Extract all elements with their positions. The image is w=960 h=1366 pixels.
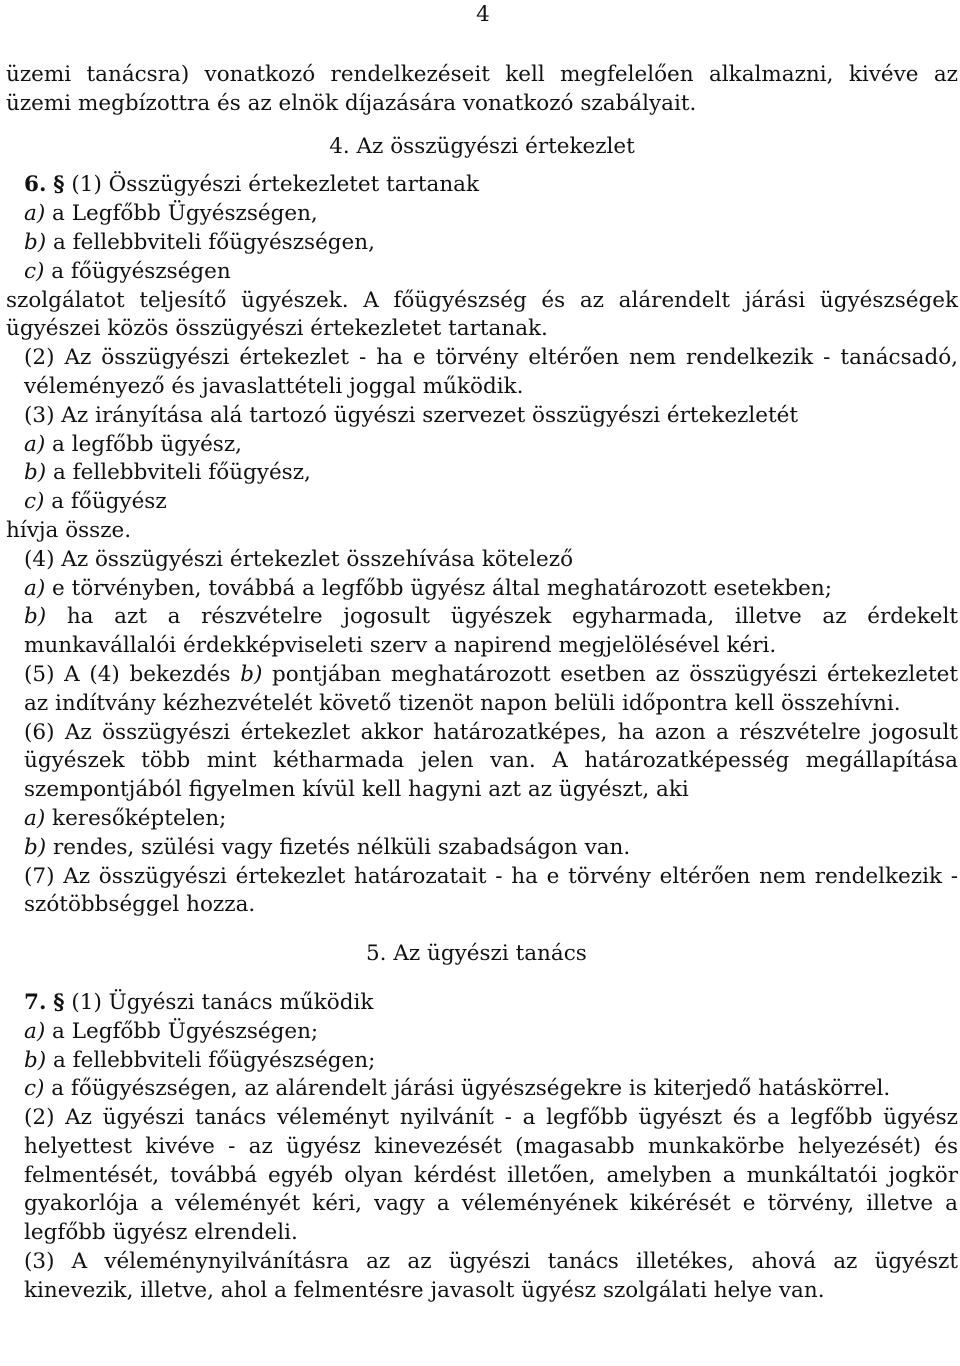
- item-label: c): [24, 1076, 45, 1102]
- intro-paragraph: üzemi tanácsra) vonatkozó rendelkezéseit kell megfelelően alkalmazni, kivéve az üzemi megbízottra és az elnök díjazására vonatkozó szabályait.: [6, 62, 958, 116]
- s7-p2: (2) Az ügyészi tanács véleményt nyilvánít - a legfőbb ügyészt és a legfőbb ügyész helyettest kivéve - az ügyész kinevezését (magasabb munkakörbe helyezését) és felmentését, továbbá egyéb olyan kérdést illetően, amelyben a munkáltatói jogkör gyakorlója a véleményét kéri, vagy a véleményének kikérését e törvény, illetve a legfőbb ügyész elrendeli.: [24, 1105, 958, 1246]
- item-label: a): [24, 805, 46, 831]
- s6-p2: (2) Az összügyészi értekezlet - ha e törvény eltérően nem rendelkezik - tanácsadó, véleményező és javaslattételi joggal működik.: [24, 345, 958, 399]
- item-label: a): [24, 431, 46, 457]
- item-text: a főügyész: [44, 489, 167, 515]
- section-heading-4: 4. Az összügyészi értekezlet: [329, 133, 635, 159]
- item-text: a fellebbviteli főügyész,: [46, 460, 311, 486]
- s7-p1-item-b: [6, 1047, 958, 1076]
- page-number: 4: [476, 2, 490, 27]
- s6-p6: (6) Az összügyészi értekezlet akkor határozatképes, ha azon a részvételre jogosult ügyészek több mint kétharmada jelen van. A határozatképesség megállapítása szempontjából figyelmen kívül kell hagyni azt az ügyészt, aki: [24, 719, 958, 803]
- item-text: ha azt a részvételre jogosult ügyészek egyharmada, illetve az érdekelt munkavállalói érdekképviseleti szerv a napirend megjelölésével kéri.: [24, 604, 958, 659]
- item-label: c): [24, 489, 45, 515]
- s7-p1-item-a: [6, 1018, 958, 1047]
- item-text: rendes, szülési vagy fizetés nélküli szabadságon van.: [46, 834, 631, 860]
- s6-p7: (7) Az összügyészi értekezlet határozatait - ha e törvény eltérően nem rendelkezik - szótöbbséggel hozza.: [24, 863, 958, 918]
- s7-p1-text: (1) Ügyészi tanács működik: [71, 989, 374, 1015]
- item-text: e törvényben, továbbá a legfőbb ügyész által meghatározott esetekben;: [45, 575, 832, 601]
- s6-p3: (3) Az irányítása alá tartozó ügyészi szervezet összügyészi értekezletét: [24, 402, 798, 428]
- s7-p3: (3) A véleménynyilvánításra az az ügyészi tanács illetékes, ahová az ügyészt kinevezik, illetve, ahol a felmentésre javasolt ügyész szolgálati helye van.: [24, 1249, 958, 1303]
- s6-p1-end: szolgálatot teljesítő ügyészek. A főügyészség és az alárendelt járási ügyészségek ügyészei közös összügyészi értekezletet tartanak.: [6, 287, 958, 342]
- s6-p1-item-b: [6, 229, 958, 258]
- s6-p6-item-a: [6, 805, 958, 834]
- item-label: b): [24, 460, 47, 486]
- s6-p4-item-a: [6, 575, 958, 604]
- item-label: a): [24, 201, 46, 227]
- s7-number: 7.: [24, 989, 47, 1015]
- s6-p4: (4) Az összügyészi értekezlet összehívása kötelező: [24, 546, 574, 572]
- item-label: a): [24, 575, 46, 601]
- section-mark: §: [53, 172, 65, 198]
- item-text: a Legfőbb Ügyészségen;: [45, 1018, 319, 1044]
- item-text: a fellebbviteli főügyészségen,: [46, 229, 375, 255]
- s6-p5-post: pontjában meghatározott esetben az összügyészi értekezletet az indítvány kézhezvételét követő tizenöt napon belüli időpontra kell összehívni.: [24, 661, 958, 716]
- section-mark: §: [53, 989, 65, 1015]
- item-text: a fellebbviteli főügyészségen;: [46, 1047, 376, 1073]
- s6-p3-item-a: [6, 431, 958, 460]
- s6-p1-text: (1) Összügyészi értekezletet tartanak: [71, 172, 480, 198]
- s6-p5-ref: b): [240, 661, 263, 687]
- s6-number: 6.: [24, 172, 47, 198]
- item-label: b): [24, 1047, 47, 1073]
- s6-p1-item-c: [6, 258, 958, 287]
- s6-p5: [6, 661, 958, 719]
- item-label: b): [24, 834, 47, 860]
- s6-p4-item-b: [6, 603, 958, 661]
- item-text: a Legfőbb Ügyészségen,: [45, 201, 318, 227]
- s6-p3-end: hívja össze.: [6, 517, 132, 543]
- s7-p1: [6, 989, 958, 1018]
- item-label: b): [24, 604, 47, 630]
- item-text: keresőképtelen;: [45, 805, 227, 831]
- item-text: a legfőbb ügyész,: [45, 431, 243, 457]
- section-heading-5: 5. Az ügyészi tanács: [366, 941, 587, 967]
- s6-p3-item-b: [6, 459, 958, 488]
- item-text: a főügyészségen, az alárendelt járási ügyészségekre is kiterjedő hatáskörrel.: [44, 1076, 891, 1102]
- item-label: c): [24, 258, 45, 284]
- s6-p5-pre: (5) A (4) bekezdés: [24, 661, 241, 687]
- page-content: [6, 61, 958, 1306]
- item-text: a főügyészségen: [44, 258, 231, 284]
- item-label: a): [24, 1018, 46, 1044]
- s6-p1: [6, 171, 958, 200]
- s6-p6-item-b: [6, 834, 958, 863]
- item-label: b): [24, 229, 47, 255]
- s6-p1-item-a: [6, 200, 958, 229]
- s6-p3-item-c: [6, 488, 958, 517]
- s7-p1-item-c: [6, 1075, 958, 1104]
